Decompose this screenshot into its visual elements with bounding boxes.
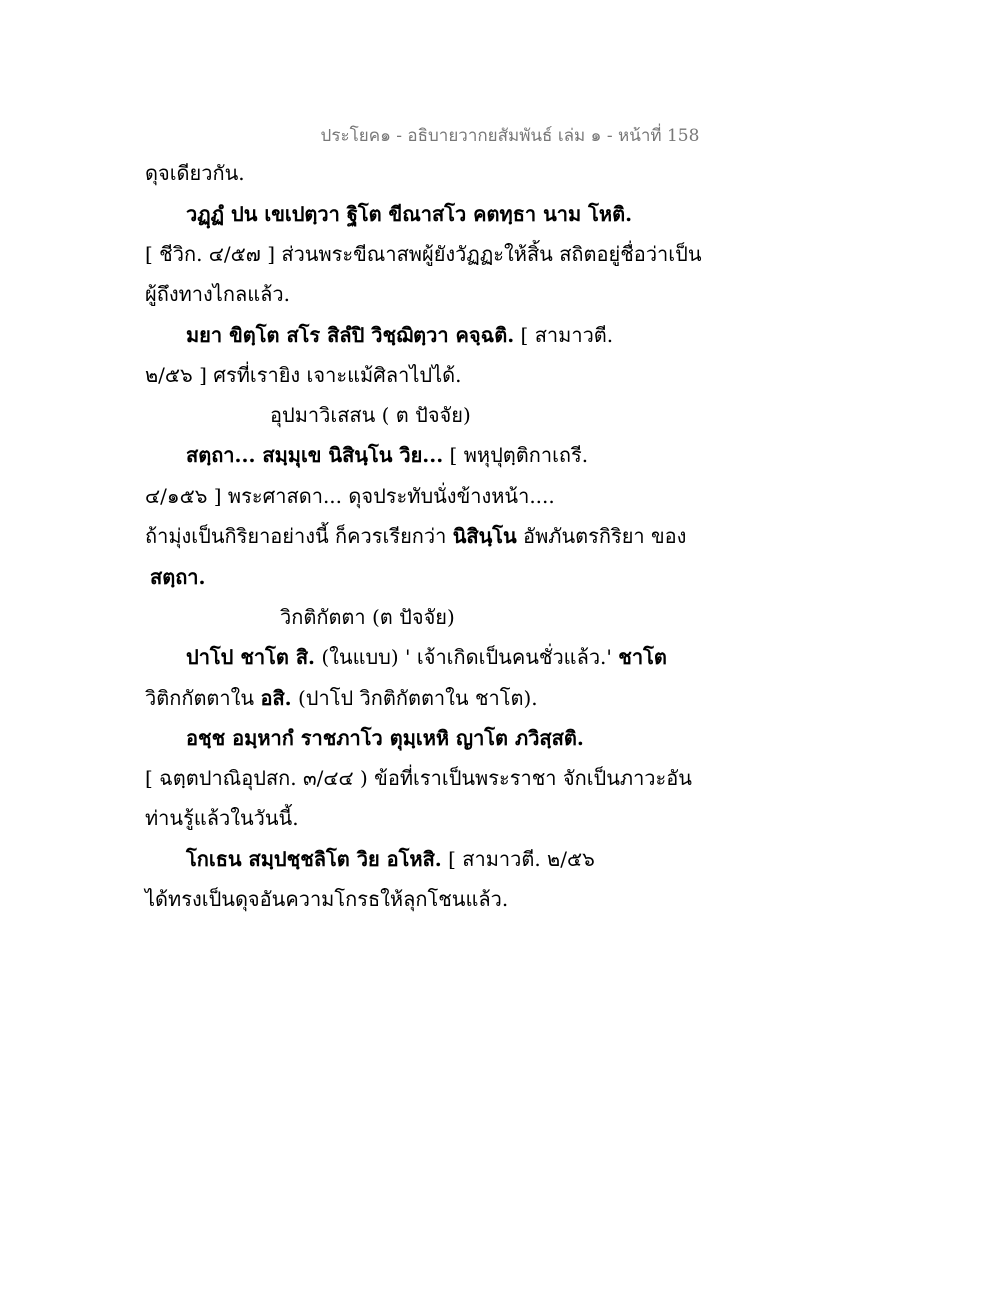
- page-header: ประโยค๑ - อธิบายวากยสัมพันธ์ เล่ม ๑ - หน้าที่ 158: [320, 126, 700, 146]
- translation: (ในแบบ) ' เจ้าเกิดเป็นคนชั่วแล้ว.': [315, 645, 619, 669]
- reference-6: [ สามาวตี. ๒/๕๖: [441, 847, 595, 871]
- text-part: ถ้ามุ่งเป็นกิริยาอย่างนี้ ก็ควรเรียกว่า: [145, 524, 453, 548]
- pali-sentence-5: อชฺช อมฺหากํ ราชภาโว ตุมฺเหหิ ญาโต ภวิสฺสติ.: [186, 726, 584, 750]
- text-part: วิติกกัตตาใน: [145, 686, 261, 710]
- pali-sentence-2: มยา ขิตฺโต สโร สิลํปิ วิชฺฌิตฺวา คจฺฉติ.: [186, 323, 515, 347]
- text-line-1: ดุจเดียวกัน.: [145, 161, 245, 185]
- text-line-3: [ ชีวิก. ๔/๕๗ ] ส่วนพระขีณาสพผู้ยังวัฏฏะให้สิ้น สถิตอยู่ชื่อว่าเป็น: [145, 242, 702, 266]
- text-line-6: ๒/๕๖ ] ศรที่เรายิง เจาะแม้ศิลาไปได้.: [145, 363, 462, 387]
- text-part: (ปาโป วิกติกัตตาใน ชาโต).: [291, 686, 538, 710]
- text-line-11: สตฺถา.: [150, 565, 206, 589]
- text-line-19: ได้ทรงเป็นดุจอันความโกรธให้ลุกโชนแล้ว.: [145, 887, 509, 911]
- text-line-5: [186, 322, 613, 348]
- pali-word: อสิ.: [260, 686, 292, 710]
- text-line-16: [ ฉตฺตปาณิอุปสก. ๓/๔๔ ) ข้อที่เราเป็นพระราชา จักเป็นภาวะอัน: [145, 766, 692, 790]
- section-heading-1: อุปมาวิเสสน ( ต ปัจจัย): [270, 403, 471, 427]
- pali-sentence-4: ปาโป ชาโต สิ.: [186, 645, 315, 669]
- section-heading-2: วิกติกัตตา (ต ปัจจัย): [280, 605, 455, 629]
- pali-word: ชาโต: [618, 645, 667, 669]
- text-line-18: [186, 846, 595, 872]
- reference-3: [ พหุปุตฺติกาเถรี.: [443, 443, 589, 467]
- pali-sentence-3: สตฺถา... สมฺมุเข นิสินฺโน วิย...: [186, 443, 444, 467]
- text-line-8: [186, 442, 588, 468]
- text-line-17: ท่านรู้แล้วในวันนี้.: [145, 806, 299, 830]
- text-line-13: [186, 644, 667, 670]
- text-part: อัพภันตรกิริยา ของ: [516, 524, 687, 548]
- pali-word: นิสินฺโน: [452, 524, 517, 548]
- text-line-9: ๔/๑๕๖ ] พระศาสดา... ดุจประทับนั่งข้างหน้า....: [145, 484, 555, 508]
- pali-sentence-1: วฏฺฏํ ปน เขเปตฺวา ฐิโต ขีณาสโว คตทฺธา นาม โหติ.: [186, 202, 633, 226]
- text-line-10: [145, 523, 686, 549]
- reference-2: [ สามาวตี.: [514, 323, 614, 347]
- text-line-14: [145, 685, 538, 711]
- text-line-4: ผู้ถึงทางไกลแล้ว.: [145, 282, 290, 306]
- pali-sentence-6: โกเธน สมฺปชฺชลิโต วิย อโหสิ.: [186, 847, 442, 871]
